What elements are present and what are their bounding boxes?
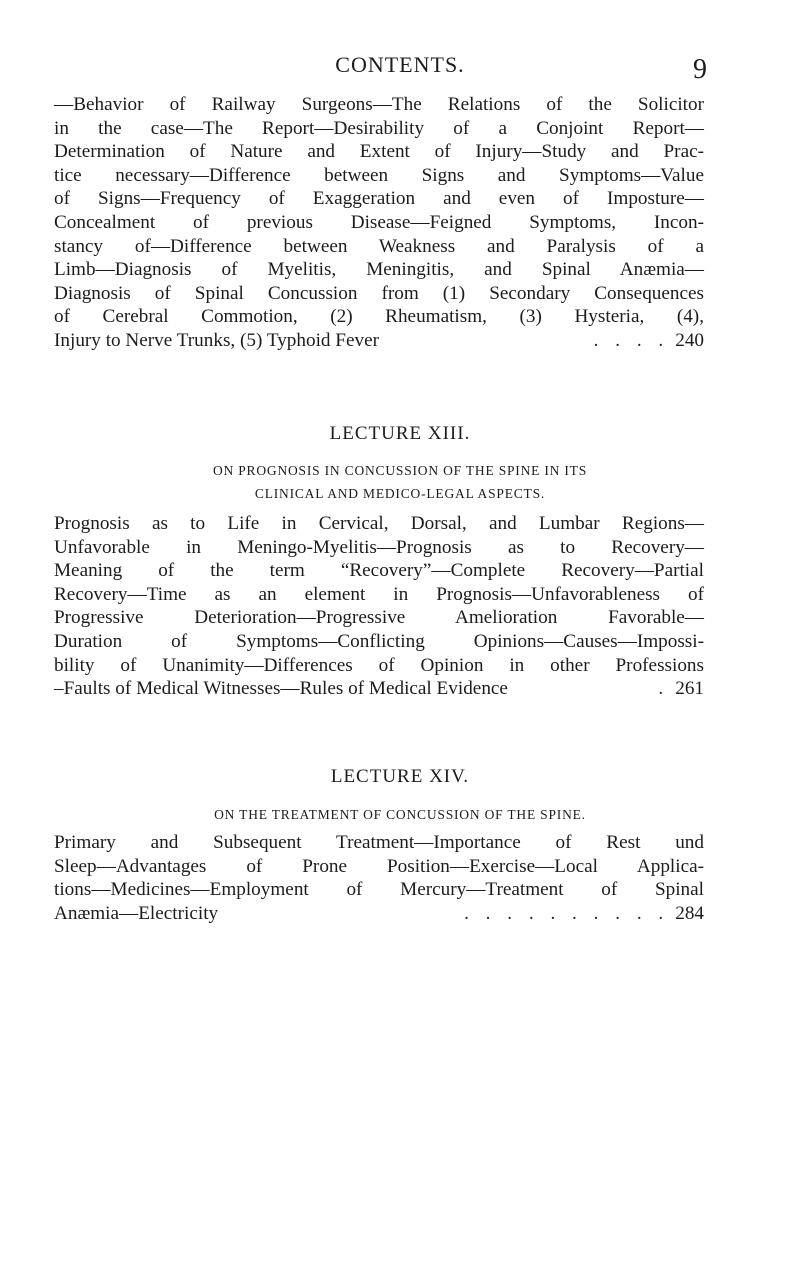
- text-line: Diagnosis of Spinal Concussion from (1) Secondary Consequences: [54, 282, 704, 304]
- leader-dots: .: [658, 678, 670, 700]
- lecture-13-subtitle: [0, 459, 800, 505]
- text-line: tions—Medicines—Employment of Mercury—Treatment of Spinal: [54, 879, 704, 901]
- text-line: bility of Unanimity—Differences of Opinion in other Professions: [54, 654, 704, 676]
- text-line: of Signs—Frequency of Exaggeration and even of Imposture—: [54, 188, 704, 210]
- text-line: of Cerebral Commotion, (2) Rheumatism, (3) Hysteria, (4),: [54, 306, 704, 328]
- page-header: [0, 52, 800, 85]
- text-line: Progressive Deterioration—Progressive Amelioration Favorable—: [54, 607, 704, 629]
- lecture-13-heading: LECTURE XIII.: [329, 423, 471, 444]
- lecture-14-paragraph: [54, 831, 704, 925]
- leader-dots: . . . .: [593, 329, 670, 351]
- subtitle-line: CLINICAL AND MEDICO-LEGAL ASPECTS.: [254, 486, 546, 501]
- text-line: Unfavorable in Meningo-Myelitis—Prognosis as to Recovery—: [54, 536, 704, 558]
- text-line: —Behavior of Railway Surgeons—The Relations of the Solicitor: [54, 94, 704, 115]
- text-line: in the case—The Report—Desirability of a Conjoint Report—: [54, 117, 704, 139]
- text-line: Sleep—Advantages of Prone Position—Exercise—Local Applica-: [54, 855, 704, 877]
- toc-entry-line: [54, 677, 704, 701]
- subtitle-line: ON PROGNOSIS IN CONCUSSION OF THE SPINE IN ITS: [212, 463, 588, 478]
- lecture-14-heading: LECTURE XIV.: [330, 766, 470, 787]
- text-line: Limb—Diagnosis of Myelitis, Meningitis, and Spinal Anæmia—: [54, 259, 704, 281]
- text-line: Concealment of previous Disease—Feigned Symptoms, Incon-: [54, 211, 704, 233]
- text-line: Prognosis as to Life in Cervical, Dorsal, and Lumbar Regions—: [54, 513, 704, 534]
- text-line: Anæmia—Electricity: [54, 902, 219, 924]
- toc-page-number: 240: [675, 329, 704, 351]
- text-line: Meaning of the term “Recovery”—Complete Recovery—Partial: [54, 560, 704, 582]
- text-line: –Faults of Medical Witnesses—Rules of Medical Evidence: [54, 678, 508, 700]
- text-line: Duration of Symptoms—Conflicting Opinions—Causes—Impossi-: [54, 630, 704, 652]
- intro-paragraph: [54, 93, 704, 353]
- toc-entry-line: [54, 329, 704, 353]
- lecture-13-paragraph: [54, 512, 704, 701]
- text-line: Primary and Subsequent Treatment—Importance of Rest und: [54, 832, 704, 853]
- lecture-14-subtitle: [0, 803, 800, 826]
- leader-dots: . . . . . . . . . .: [464, 902, 670, 924]
- subtitle-line: ON THE TREATMENT OF CONCUSSION OF THE SPINE.: [214, 807, 586, 822]
- toc-entry-line: [54, 902, 704, 926]
- text-line: tice necessary—Difference between Signs and Symptoms—Value: [54, 164, 704, 186]
- toc-page-number: 284: [675, 902, 704, 924]
- text-line: Injury to Nerve Trunks, (5) Typhoid Fever: [54, 329, 379, 351]
- text-line: Recovery—Time as an element in Prognosis—Unfavorableness of: [54, 583, 704, 605]
- running-title: CONTENTS.: [335, 52, 465, 77]
- text-line: stancy of—Difference between Weakness and Paralysis of a: [54, 235, 704, 257]
- text-line: Determination of Nature and Extent of Injury—Study and Prac-: [54, 141, 704, 163]
- page-number: 9: [693, 54, 707, 85]
- toc-page-number: 261: [675, 678, 704, 700]
